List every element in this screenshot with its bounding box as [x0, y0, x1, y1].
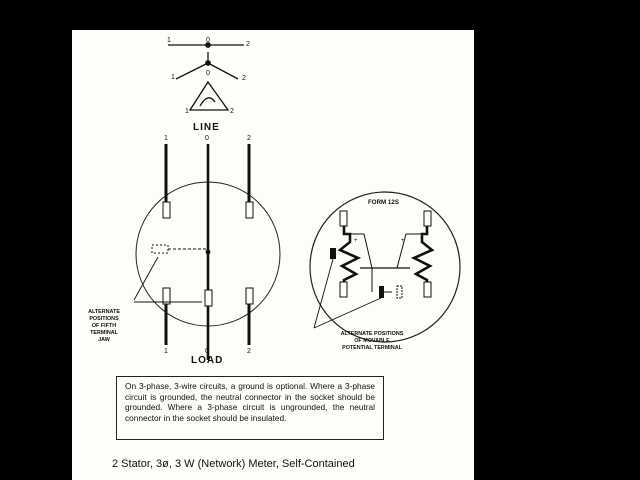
- grounding-note: On 3-phase, 3-wire circuits, a ground is optional. Where a 3-phase circuit is grounded, the neutral connector in the socket should be grounded. Where a 3-phase circuit is ungrounded, the neutral connector in the socket should be insulated.: [116, 376, 384, 440]
- bottom-terminal-2: 2: [247, 348, 251, 355]
- top-terminal-0: 0: [205, 135, 209, 142]
- form-label: FORM 12S: [368, 199, 399, 206]
- load-label: LOAD: [191, 355, 224, 366]
- bottom-terminal-0: 0: [205, 348, 209, 355]
- alt-potential-line-1: ALTERNATE POSITIONS: [340, 331, 404, 337]
- form-12s-schematic: [310, 192, 460, 342]
- delta-mid-label-2: 2: [242, 75, 246, 82]
- delta-bottom-label-1: 1: [185, 108, 189, 115]
- alt-fifth-jaw-line-4: TERMINAL: [90, 330, 118, 336]
- alt-potential-line-3: POTENTIAL TERMINAL: [342, 345, 402, 351]
- bottom-terminal-1: 1: [164, 348, 168, 355]
- delta-top-label-0: 0: [206, 37, 210, 44]
- alt-fifth-jaw-line-1: ALTERNATE: [88, 309, 120, 315]
- meter-socket: [134, 144, 280, 360]
- delta-mid-label-0: 0: [206, 70, 210, 77]
- alt-fifth-jaw-line-2: POSITIONS: [89, 316, 119, 322]
- diagram-page: [72, 30, 474, 480]
- alt-potential-line-2: OF MOVABLE: [354, 338, 390, 344]
- alt-fifth-jaw-line-3: OF FIFTH: [91, 323, 117, 329]
- line-label: LINE: [193, 122, 220, 133]
- alt-fifth-jaw-line-5: JAW: [98, 337, 110, 343]
- svg-text:+: +: [354, 238, 358, 244]
- delta-top-label-1: 1: [167, 37, 171, 44]
- top-terminal-2: 2: [247, 135, 251, 142]
- delta-bottom-label-2: 2: [230, 108, 234, 115]
- figure-caption: 2 Stator, 3ø, 3 W (Network) Meter, Self-Contained: [112, 458, 355, 470]
- top-terminal-1: 1: [164, 135, 168, 142]
- delta-mid-label-1: 1: [171, 74, 175, 81]
- svg-text:+: +: [401, 238, 405, 244]
- delta-top-label-2: 2: [246, 41, 250, 48]
